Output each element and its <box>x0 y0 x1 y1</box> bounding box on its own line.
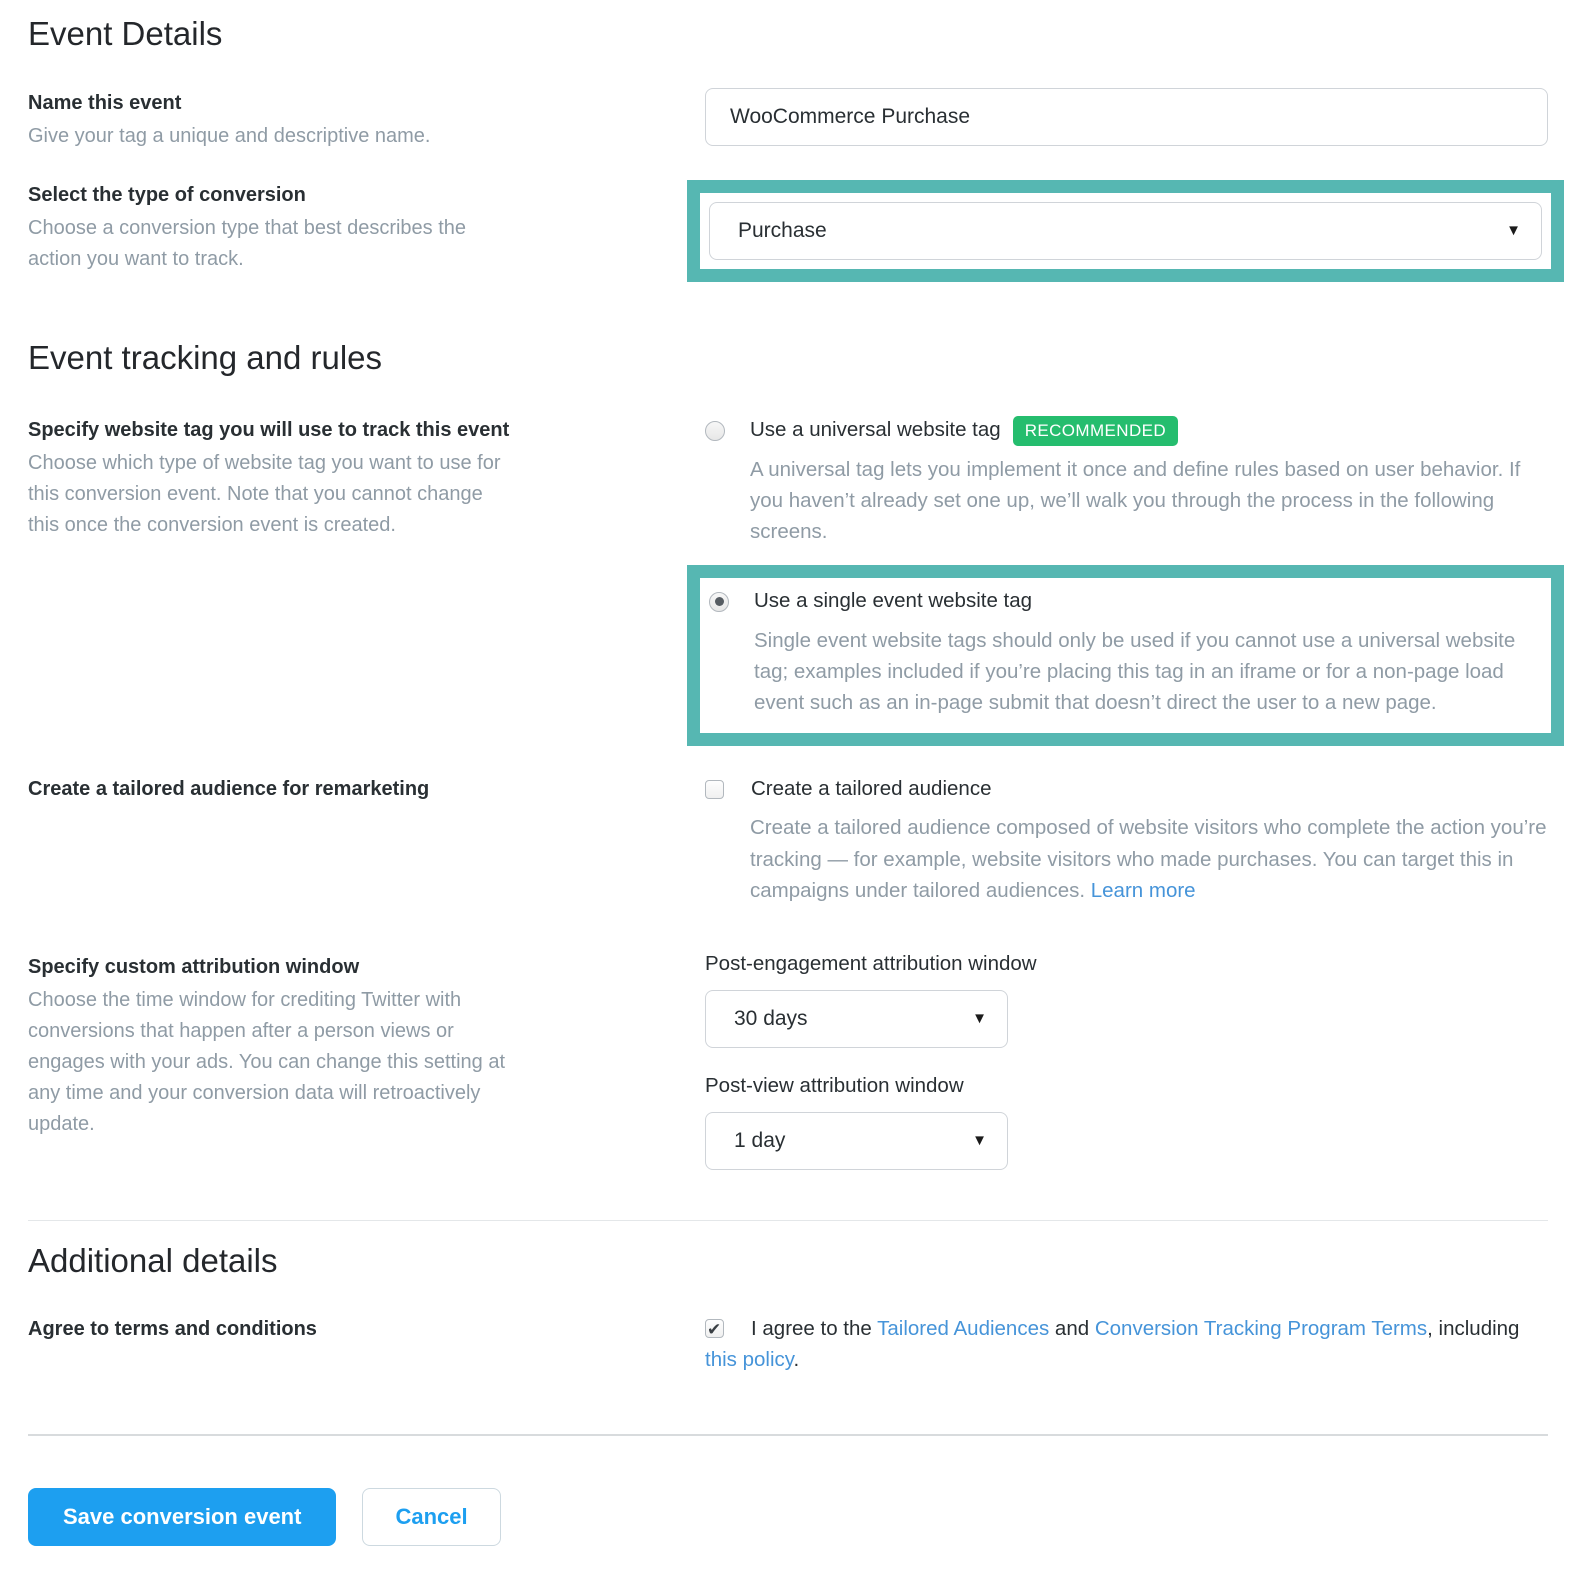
website-tag-description: Choose which type of website tag you want to use for this conversion event. Note that you cannot change this once the conversion event is created. <box>28 452 501 537</box>
post-engagement-select[interactable] <box>705 990 1008 1048</box>
section-title-event-details: Event Details <box>28 15 223 52</box>
cancel-button[interactable]: Cancel <box>362 1488 500 1546</box>
form-footer <box>28 1488 1548 1546</box>
universal-tag-option <box>705 415 1548 547</box>
terms-checkbox[interactable] <box>705 1319 724 1338</box>
conversion-type-row <box>28 180 1548 282</box>
universal-tag-option-description: A universal tag lets you implement it once and define rules based on user behavior. If you haven’t already set one up, we’ll walk you through the process in the following screens. <box>750 457 1521 544</box>
post-engagement-label: Post-engagement attribution window <box>705 951 1037 975</box>
single-tag-highlight <box>687 565 1564 745</box>
chevron-down-icon: ▼ <box>972 1010 987 1028</box>
conversion-type-highlight <box>687 180 1564 282</box>
name-event-row <box>28 88 1548 152</box>
name-event-label: Name this event <box>28 91 182 114</box>
tailored-audience-option <box>705 774 1548 906</box>
attribution-window-row <box>28 952 1548 1170</box>
attribution-label: Specify custom attribution window <box>28 955 360 978</box>
universal-tag-radio[interactable] <box>705 421 725 441</box>
terms-row <box>28 1314 1548 1376</box>
recommended-badge: RECOMMENDED <box>1013 416 1178 446</box>
name-event-description: Give your tag a unique and descriptive name. <box>28 124 431 147</box>
post-view-select[interactable] <box>705 1112 1008 1170</box>
conversion-type-selected-value: Purchase <box>738 218 827 242</box>
post-view-label: Post-view attribution window <box>705 1073 964 1097</box>
post-engagement-selected-value: 30 days <box>734 1006 808 1030</box>
save-conversion-event-button[interactable]: Save conversion event <box>28 1488 336 1546</box>
section-title-additional-details: Additional details <box>28 1241 278 1279</box>
tailored-audiences-link[interactable]: Tailored Audiences <box>877 1317 1050 1341</box>
post-view-selected-value: 1 day <box>734 1128 786 1152</box>
website-tag-row <box>28 415 1548 745</box>
single-tag-option-label: Use a single event website tag <box>754 589 1033 613</box>
section-divider <box>28 1220 1548 1221</box>
website-tag-label: Specify website tag you will use to track this event <box>28 419 510 442</box>
attribution-description: Choose the time window for crediting Twitter with conversions that happen after a person views or engages with your ads. You can change this setting at any time and your conversion data will retroactively update. <box>28 988 506 1135</box>
tailored-audience-checkbox-label: Create a tailored audience <box>751 776 992 800</box>
tailored-audience-label: Create a tailored audience for remarketing <box>28 777 430 800</box>
section-title-event-tracking: Event tracking and rules <box>28 338 383 376</box>
this-policy-link[interactable]: this policy <box>705 1348 794 1372</box>
conversion-tracking-terms-link[interactable]: Conversion Tracking Program Terms <box>1094 1317 1428 1341</box>
footer-divider <box>28 1434 1548 1436</box>
tailored-audience-row <box>28 774 1548 906</box>
single-tag-radio[interactable] <box>709 592 729 612</box>
single-tag-option <box>709 586 1542 718</box>
radio-dot <box>715 597 724 606</box>
conversion-type-description: Choose a conversion type that best describes the action you want to track. <box>28 216 467 270</box>
event-name-input[interactable] <box>705 88 1548 146</box>
tailored-audience-checkbox[interactable] <box>705 780 724 799</box>
learn-more-link[interactable]: Learn more <box>1090 878 1196 902</box>
single-tag-option-description: Single event website tags should only be used if you cannot use a universal website tag; examples included if you’re placing this tag in an iframe or for a non-page load event such as an in-page submit that doesn’t direct the user to a new page. <box>754 629 1516 715</box>
conversion-type-select[interactable] <box>709 202 1542 260</box>
terms-agreement: ✔ I agree to the Tailored Audiences and Conversion Tracking Program Terms, including this policy. <box>705 1314 1548 1376</box>
tailored-audience-description: Create a tailored audience composed of website visitors who complete the action you’re tracking — for example, website visitors who made purchases. You can target this in campaigns under tailored audiences. Learn more <box>750 816 1547 902</box>
universal-tag-option-label: Use a universal website tag <box>750 418 1001 442</box>
chevron-down-icon: ▼ <box>1506 222 1521 240</box>
conversion-type-label: Select the type of conversion <box>28 183 306 206</box>
terms-label: Agree to terms and conditions <box>28 1318 317 1341</box>
chevron-down-icon: ▼ <box>972 1132 987 1150</box>
